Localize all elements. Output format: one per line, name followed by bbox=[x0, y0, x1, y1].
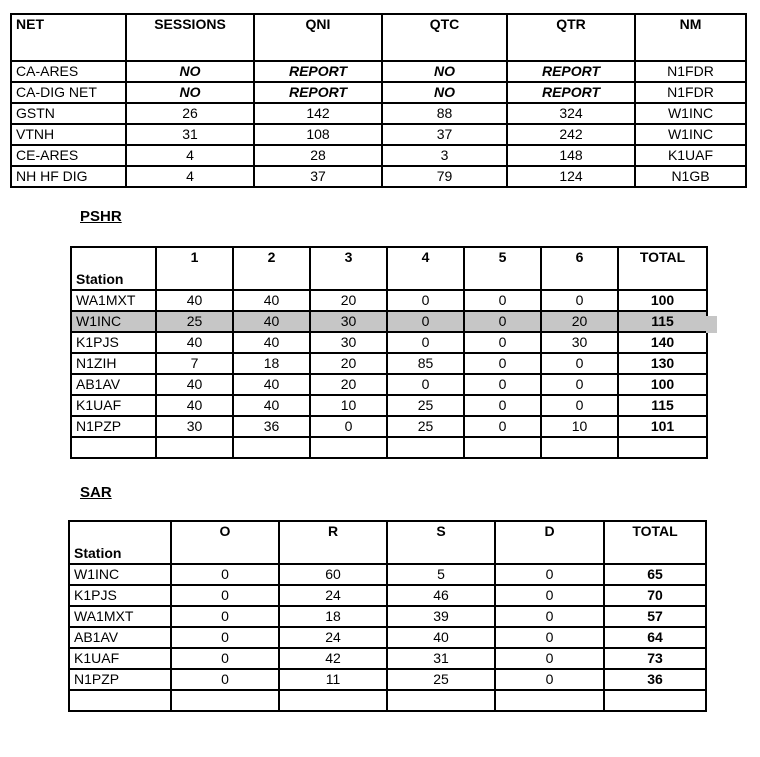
value-cell: 40 bbox=[233, 290, 310, 311]
header-row bbox=[69, 521, 706, 564]
row-label-cell: K1UAF bbox=[69, 648, 171, 669]
value-cell: 11 bbox=[279, 669, 387, 690]
table-row bbox=[69, 564, 706, 585]
row-label-cell: NH HF DIG bbox=[11, 166, 126, 187]
value-cell: 57 bbox=[604, 606, 706, 627]
table-row bbox=[71, 311, 707, 332]
column-header: QNI bbox=[254, 14, 382, 61]
value-cell: 0 bbox=[387, 290, 464, 311]
table-row bbox=[69, 648, 706, 669]
table-row bbox=[11, 124, 746, 145]
value-cell: 20 bbox=[310, 290, 387, 311]
value-cell: 0 bbox=[495, 669, 604, 690]
value-cell: 40 bbox=[233, 332, 310, 353]
sar-section-title: SAR bbox=[80, 484, 112, 501]
column-header: TOTAL bbox=[618, 247, 707, 290]
value-cell bbox=[387, 437, 464, 458]
row-label-cell: AB1AV bbox=[69, 627, 171, 648]
column-header: TOTAL bbox=[604, 521, 706, 564]
value-cell: 0 bbox=[171, 669, 279, 690]
value-cell bbox=[387, 690, 495, 711]
value-cell: 115 bbox=[618, 395, 707, 416]
value-cell: 20 bbox=[310, 374, 387, 395]
column-header: NM bbox=[635, 14, 746, 61]
value-cell: N1FDR bbox=[635, 82, 746, 103]
table-row bbox=[11, 166, 746, 187]
value-cell bbox=[233, 437, 310, 458]
value-cell bbox=[171, 690, 279, 711]
row-label-cell: GSTN bbox=[11, 103, 126, 124]
value-cell: 40 bbox=[156, 290, 233, 311]
value-cell: 100 bbox=[618, 290, 707, 311]
column-header: 6 bbox=[541, 247, 618, 290]
column-header: SESSIONS bbox=[126, 14, 254, 61]
table-row bbox=[11, 82, 746, 103]
column-header: D bbox=[495, 521, 604, 564]
column-header: S bbox=[387, 521, 495, 564]
column-header: 5 bbox=[464, 247, 541, 290]
value-cell: 4 bbox=[126, 166, 254, 187]
value-cell: 0 bbox=[495, 627, 604, 648]
table-row bbox=[11, 145, 746, 166]
value-cell: 40 bbox=[233, 311, 310, 332]
value-cell: 85 bbox=[387, 353, 464, 374]
row-label-cell: N1PZP bbox=[71, 416, 156, 437]
value-cell: 24 bbox=[279, 627, 387, 648]
value-cell: 130 bbox=[618, 353, 707, 374]
table-row bbox=[69, 585, 706, 606]
value-cell: REPORT bbox=[254, 82, 382, 103]
value-cell: 0 bbox=[495, 606, 604, 627]
value-cell: 30 bbox=[310, 311, 387, 332]
value-cell: 0 bbox=[541, 290, 618, 311]
column-header: QTR bbox=[507, 14, 635, 61]
value-cell bbox=[279, 690, 387, 711]
value-cell: 70 bbox=[604, 585, 706, 606]
value-cell: 88 bbox=[382, 103, 507, 124]
row-label-cell: W1INC bbox=[71, 311, 156, 332]
value-cell: 0 bbox=[464, 353, 541, 374]
value-cell: 36 bbox=[233, 416, 310, 437]
value-cell: 0 bbox=[464, 374, 541, 395]
column-header: 3 bbox=[310, 247, 387, 290]
value-cell: 0 bbox=[495, 648, 604, 669]
value-cell: REPORT bbox=[254, 61, 382, 82]
row-label-cell: N1PZP bbox=[69, 669, 171, 690]
value-cell: 0 bbox=[541, 395, 618, 416]
value-cell: 148 bbox=[507, 145, 635, 166]
row-label-cell: K1PJS bbox=[69, 585, 171, 606]
value-cell: 242 bbox=[507, 124, 635, 145]
table-row bbox=[11, 61, 746, 82]
net-report-table bbox=[10, 13, 747, 188]
highlight-overflow-tab bbox=[706, 316, 717, 333]
value-cell: 30 bbox=[156, 416, 233, 437]
value-cell: 0 bbox=[495, 585, 604, 606]
row-label-cell: WA1MXT bbox=[69, 606, 171, 627]
value-cell: 108 bbox=[254, 124, 382, 145]
value-cell: REPORT bbox=[507, 61, 635, 82]
column-header: O bbox=[171, 521, 279, 564]
column-header: Station bbox=[69, 521, 171, 564]
value-cell: 31 bbox=[126, 124, 254, 145]
value-cell: 20 bbox=[310, 353, 387, 374]
table-row bbox=[71, 374, 707, 395]
value-cell bbox=[156, 437, 233, 458]
value-cell: 4 bbox=[126, 145, 254, 166]
value-cell: 0 bbox=[387, 311, 464, 332]
value-cell: 0 bbox=[464, 332, 541, 353]
value-cell: 25 bbox=[156, 311, 233, 332]
value-cell: 0 bbox=[171, 564, 279, 585]
row-label-cell: CE-ARES bbox=[11, 145, 126, 166]
value-cell: 101 bbox=[618, 416, 707, 437]
value-cell bbox=[310, 437, 387, 458]
value-cell: 124 bbox=[507, 166, 635, 187]
value-cell: 5 bbox=[387, 564, 495, 585]
value-cell: 0 bbox=[171, 627, 279, 648]
value-cell: 40 bbox=[156, 395, 233, 416]
value-cell bbox=[541, 437, 618, 458]
value-cell: 30 bbox=[310, 332, 387, 353]
value-cell: K1UAF bbox=[635, 145, 746, 166]
value-cell: 37 bbox=[254, 166, 382, 187]
value-cell: 40 bbox=[233, 374, 310, 395]
column-header: Station bbox=[71, 247, 156, 290]
value-cell bbox=[495, 690, 604, 711]
value-cell: 40 bbox=[156, 374, 233, 395]
value-cell: 142 bbox=[254, 103, 382, 124]
value-cell: N1FDR bbox=[635, 61, 746, 82]
value-cell: 100 bbox=[618, 374, 707, 395]
row-label-cell: WA1MXT bbox=[71, 290, 156, 311]
value-cell: NO bbox=[126, 61, 254, 82]
value-cell: 0 bbox=[171, 585, 279, 606]
value-cell: 10 bbox=[310, 395, 387, 416]
row-label-cell: AB1AV bbox=[71, 374, 156, 395]
row-label-cell bbox=[71, 437, 156, 458]
value-cell: 0 bbox=[464, 311, 541, 332]
table-row bbox=[69, 690, 706, 711]
table-row bbox=[69, 606, 706, 627]
value-cell: 0 bbox=[464, 290, 541, 311]
value-cell: 79 bbox=[382, 166, 507, 187]
value-cell: 36 bbox=[604, 669, 706, 690]
table-row bbox=[71, 416, 707, 437]
value-cell: NO bbox=[382, 61, 507, 82]
column-header: NET bbox=[11, 14, 126, 61]
value-cell: 26 bbox=[126, 103, 254, 124]
value-cell bbox=[604, 690, 706, 711]
value-cell: 25 bbox=[387, 395, 464, 416]
value-cell bbox=[618, 437, 707, 458]
table-row bbox=[69, 669, 706, 690]
value-cell: 3 bbox=[382, 145, 507, 166]
row-label-cell: CA-ARES bbox=[11, 61, 126, 82]
value-cell: 0 bbox=[310, 416, 387, 437]
value-cell: 324 bbox=[507, 103, 635, 124]
value-cell: 28 bbox=[254, 145, 382, 166]
column-header: R bbox=[279, 521, 387, 564]
header-row bbox=[71, 247, 707, 290]
value-cell: 65 bbox=[604, 564, 706, 585]
value-cell: 73 bbox=[604, 648, 706, 669]
table-row bbox=[71, 332, 707, 353]
value-cell bbox=[464, 437, 541, 458]
value-cell: 40 bbox=[387, 627, 495, 648]
table-row bbox=[69, 627, 706, 648]
value-cell: 64 bbox=[604, 627, 706, 648]
table-row bbox=[71, 437, 707, 458]
value-cell: 0 bbox=[464, 395, 541, 416]
value-cell: REPORT bbox=[507, 82, 635, 103]
column-header: QTC bbox=[382, 14, 507, 61]
value-cell: 25 bbox=[387, 669, 495, 690]
header-row bbox=[11, 14, 746, 61]
value-cell: 20 bbox=[541, 311, 618, 332]
row-label-cell: N1ZIH bbox=[71, 353, 156, 374]
table-row bbox=[71, 353, 707, 374]
pshr-section-title: PSHR bbox=[80, 208, 122, 225]
value-cell: 0 bbox=[541, 374, 618, 395]
value-cell: 0 bbox=[541, 353, 618, 374]
sar-table bbox=[68, 520, 707, 712]
value-cell: W1INC bbox=[635, 103, 746, 124]
table-row bbox=[71, 395, 707, 416]
table-row bbox=[11, 103, 746, 124]
value-cell: 40 bbox=[233, 395, 310, 416]
value-cell: 0 bbox=[387, 332, 464, 353]
value-cell: 0 bbox=[387, 374, 464, 395]
row-label-cell: W1INC bbox=[69, 564, 171, 585]
row-label-cell: K1PJS bbox=[71, 332, 156, 353]
row-label-cell: K1UAF bbox=[71, 395, 156, 416]
value-cell: 37 bbox=[382, 124, 507, 145]
value-cell: 46 bbox=[387, 585, 495, 606]
value-cell: 42 bbox=[279, 648, 387, 669]
row-label-cell: CA-DIG NET bbox=[11, 82, 126, 103]
value-cell: 31 bbox=[387, 648, 495, 669]
column-header: 1 bbox=[156, 247, 233, 290]
value-cell: 115 bbox=[618, 311, 707, 332]
table-row bbox=[71, 290, 707, 311]
value-cell: NO bbox=[126, 82, 254, 103]
column-header: 2 bbox=[233, 247, 310, 290]
value-cell: 0 bbox=[495, 564, 604, 585]
value-cell: 30 bbox=[541, 332, 618, 353]
row-label-cell: VTNH bbox=[11, 124, 126, 145]
value-cell: N1GB bbox=[635, 166, 746, 187]
value-cell: 40 bbox=[156, 332, 233, 353]
pshr-table bbox=[70, 246, 708, 459]
value-cell: 18 bbox=[279, 606, 387, 627]
value-cell: 24 bbox=[279, 585, 387, 606]
value-cell: 10 bbox=[541, 416, 618, 437]
value-cell: 0 bbox=[171, 648, 279, 669]
value-cell: 0 bbox=[464, 416, 541, 437]
row-label-cell bbox=[69, 690, 171, 711]
value-cell: 25 bbox=[387, 416, 464, 437]
value-cell: W1INC bbox=[635, 124, 746, 145]
column-header: 4 bbox=[387, 247, 464, 290]
value-cell: 0 bbox=[171, 606, 279, 627]
value-cell: 140 bbox=[618, 332, 707, 353]
value-cell: NO bbox=[382, 82, 507, 103]
value-cell: 18 bbox=[233, 353, 310, 374]
value-cell: 60 bbox=[279, 564, 387, 585]
value-cell: 7 bbox=[156, 353, 233, 374]
value-cell: 39 bbox=[387, 606, 495, 627]
